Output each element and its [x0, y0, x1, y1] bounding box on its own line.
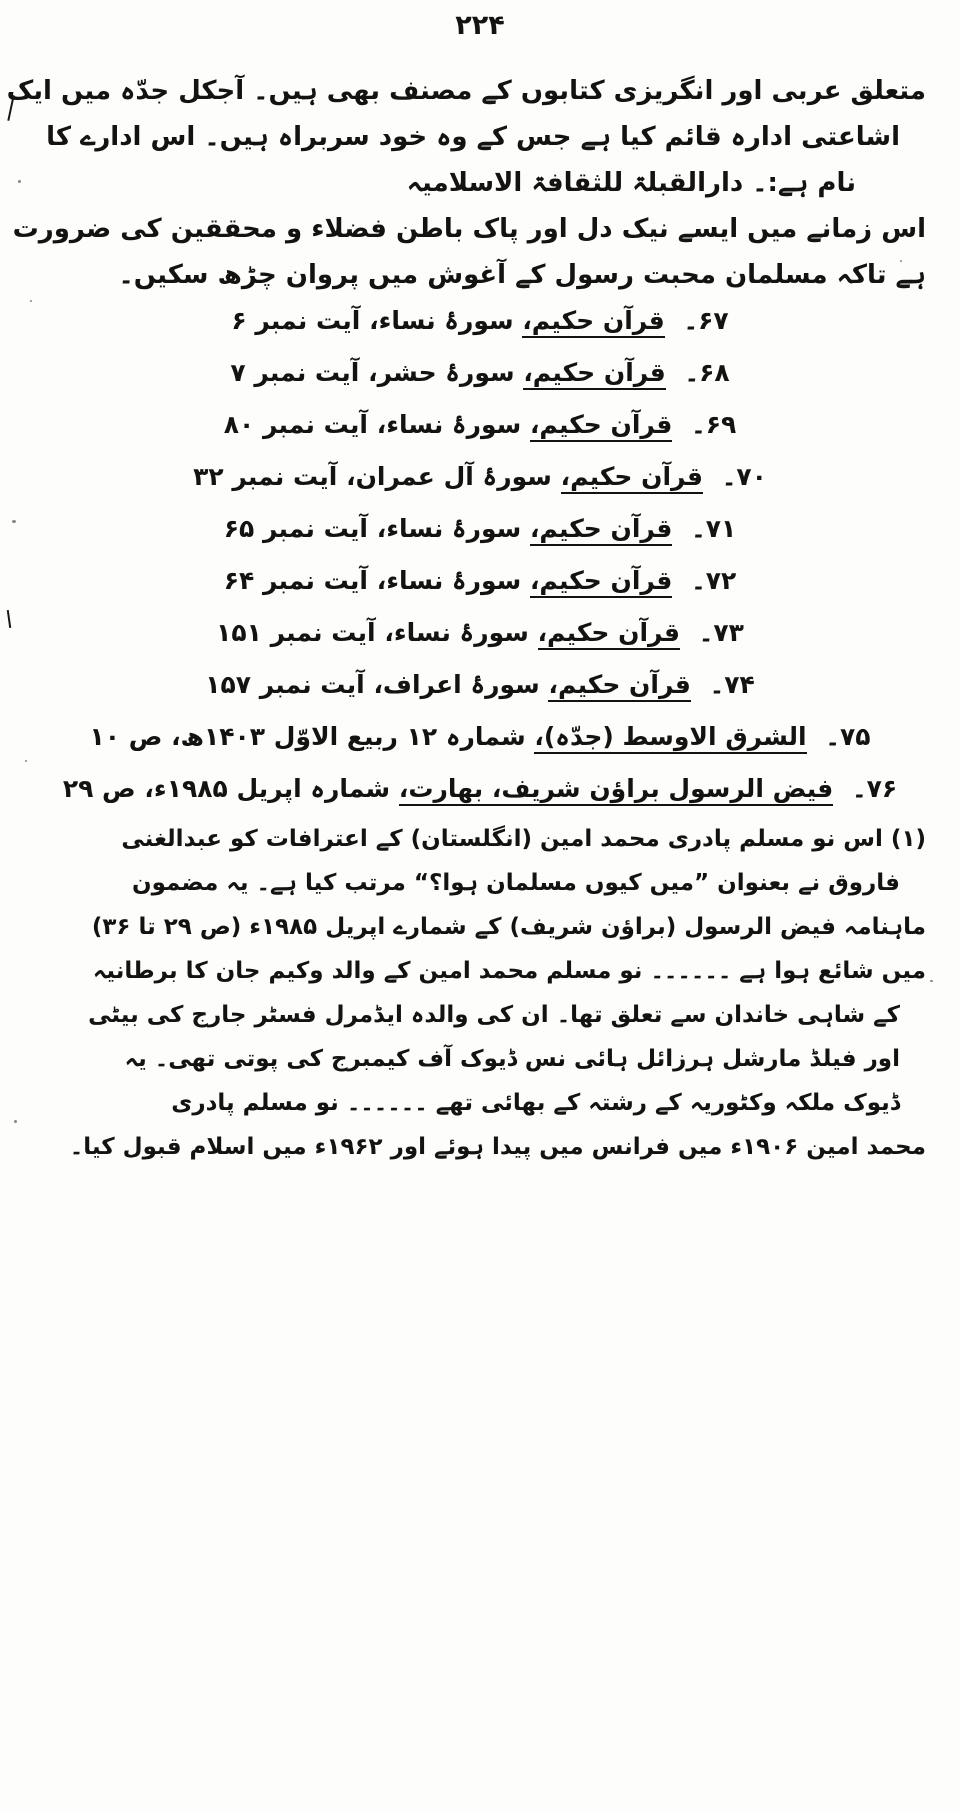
reference-source: قرآن حکیم،: [548, 670, 690, 702]
reference-item: [34, 672, 926, 697]
reference-item: [34, 776, 926, 801]
reference-number: ۷۲۔: [691, 566, 737, 595]
paragraph-line: اشاعتی ادارہ قائم کیا ہے جس کے وہ خود سربراہ ہیں۔ اس ادارے کا: [46, 122, 900, 152]
reference-detail: ص ۲۹: [62, 774, 136, 803]
scan-speckle: [12, 520, 16, 523]
reference-detail: آیت نمبر ۸۰: [223, 410, 368, 439]
reference-surah: سورۂ نساء،: [376, 514, 522, 543]
reference-number: ۷۰۔: [721, 462, 767, 491]
reference-surah: سورۂ حشر،: [368, 358, 515, 387]
reference-detail: آیت نمبر ۶۴: [223, 566, 368, 595]
footnote-line: فاروق نے بعنوان ”میں کیوں مسلمان ہوا؟“ مرتب کیا ہے۔ یہ مضمون: [132, 870, 900, 896]
reference-item: [34, 516, 926, 541]
footnote-line: ماہنامہ فیض الرسول (براؤن شریف) کے شمارے اپریل ۱۹۸۵ء (ص ۲۹ تا ۳۶): [91, 914, 926, 940]
footnote-line: کے شاہی خاندان سے تعلق تھا۔ ان کی والدہ ایڈمرل فسٹر جارج کی بیٹی: [88, 1002, 900, 1028]
reference-list: [34, 308, 926, 801]
footnote-line: میں شائع ہوا ہے ۔۔۔۔۔۔ نو مسلم محمد امین کے والد وکیم جان کا برطانیہ: [92, 958, 926, 984]
page-body: [6, 76, 926, 1180]
reference-number: ۷۶۔: [852, 774, 898, 803]
reference-number: ۶۸۔: [684, 358, 730, 387]
paragraph-line: نام ہے:۔ دارالقبلۃ للثقافۃ الاسلامیہ: [406, 168, 856, 198]
reference-detail: آیت نمبر ۳۲: [193, 462, 338, 491]
reference-detail: آیت نمبر ۶۵: [223, 514, 368, 543]
reference-source: قرآن حکیم،: [530, 514, 672, 546]
reference-surah: سورۂ نساء،: [384, 618, 529, 647]
scan-edge-mark: [7, 610, 11, 628]
reference-number: ۷۱۔: [691, 514, 737, 543]
reference-surah: شمارہ اپریل ۱۹۸۵ء،: [144, 774, 391, 803]
reference-surah: سورۂ نساء،: [376, 566, 522, 595]
reference-source: قرآن حکیم،: [522, 306, 664, 338]
reference-item: [34, 412, 926, 437]
reference-item: [34, 620, 926, 645]
footnote-line: ڈیوک ملکہ وکٹوریہ کے رشتہ کے بھائی تھے ۔۔۔۔۔۔ نو مسلم پادری: [171, 1090, 900, 1116]
paragraph-line: ہے تاکہ مسلمان محبت رسول کے آغوش میں پروان چڑھ سکیں۔: [118, 260, 926, 290]
reference-source: فیض الرسول براؤن شریف، بھارت،: [399, 774, 833, 806]
reference-surah: سورۂ آل عمران،: [346, 462, 552, 491]
reference-item: [34, 360, 926, 385]
page-number: ۲۲۴: [455, 10, 505, 41]
footnote-text: اس نو مسلم پادری محمد امین (انگلستان) کے اعترافات کو عبدالغنی: [121, 826, 883, 852]
footnote-line: [34, 828, 926, 851]
reference-number: ۶۷۔: [683, 306, 729, 335]
reference-number: ۷۵۔: [825, 722, 871, 751]
reference-item: [34, 464, 926, 489]
reference-source: قرآن حکیم،: [530, 410, 672, 442]
reference-source: قرآن حکیم،: [530, 566, 672, 598]
reference-detail: آیت نمبر ۱۵۱: [216, 618, 376, 647]
scan-speckle: [25, 760, 27, 762]
reference-surah: شمارہ ۱۲ ربیع الاوّل ۱۴۰۳ھ،: [171, 722, 526, 751]
reference-surah: سورۂ نساء،: [369, 306, 514, 335]
paragraph-1: [6, 76, 926, 198]
footnote-marker: (۱): [890, 826, 926, 852]
reference-surah: سورۂ اعراف،: [373, 670, 540, 699]
reference-detail: آیت نمبر ۷: [230, 358, 360, 387]
reference-number: ۷۴۔: [709, 670, 755, 699]
scan-speckle: [930, 980, 933, 982]
reference-source: قرآن حکیم،: [523, 358, 665, 390]
scan-speckle: [14, 1120, 17, 1123]
paragraph-line: متعلق عربی اور انگریزی کتابوں کے مصنف بھی ہیں۔ آجکل جدّہ میں ایک: [6, 76, 926, 106]
reference-detail: آیت نمبر ۶: [231, 306, 361, 335]
reference-source: قرآن حکیم،: [538, 618, 680, 650]
paragraph-2: [12, 214, 926, 290]
reference-item: [34, 724, 926, 749]
footnote-line: اور فیلڈ مارشل ہرزائل ہائی نس ڈیوک آف کیمبرج کی پوتی تھی۔ یہ: [124, 1046, 900, 1072]
reference-source: قرآن حکیم،: [561, 462, 703, 494]
footnote-block: [34, 828, 926, 1159]
paragraph-line: اس زمانے میں ایسے نیک دل اور پاک باطن فضلاء و محققین کی ضرورت: [12, 214, 926, 244]
reference-surah: سورۂ نساء،: [376, 410, 522, 439]
footnote-line: محمد امین ۱۹۰۶ء میں فرانس میں پیدا ہوئے اور ۱۹۶۲ء میں اسلام قبول کیا۔: [69, 1134, 926, 1160]
reference-item: [34, 568, 926, 593]
reference-number: ۷۳۔: [698, 618, 744, 647]
scan-speckle: [30, 300, 32, 302]
reference-item: [34, 308, 926, 333]
scan-speckle: [18, 180, 21, 183]
reference-number: ۶۹۔: [691, 410, 737, 439]
reference-detail: ص ۱۰: [89, 722, 163, 751]
reference-source: الشرق الاوسط (جدّہ)،: [534, 722, 806, 754]
reference-detail: آیت نمبر ۱۵۷: [205, 670, 365, 699]
